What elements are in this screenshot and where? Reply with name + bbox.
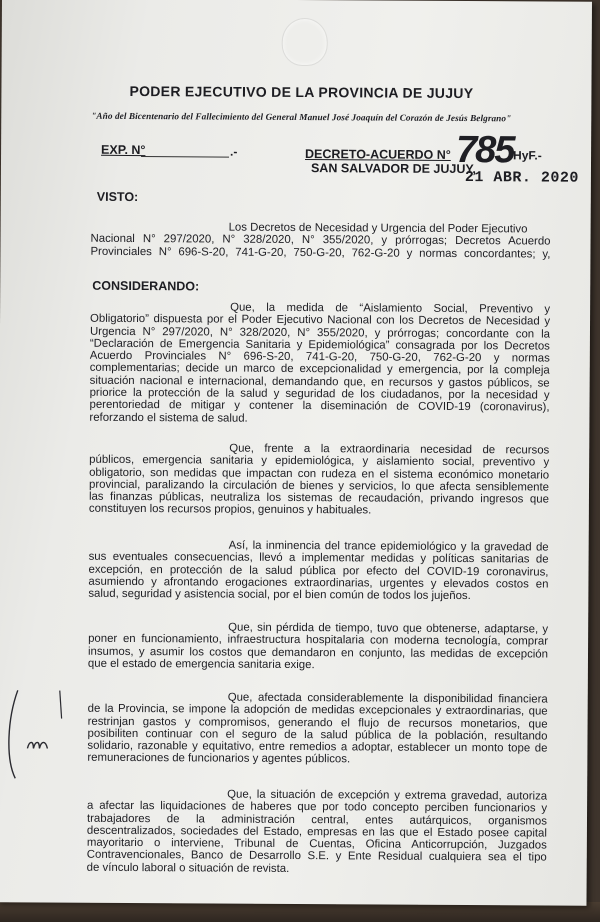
paragraph-line: Que, afectada considerablemente la disponibilidad financiera bbox=[227, 691, 548, 706]
paragraph-line: Que, la medida de “Aislamiento Social, Preventivo y bbox=[230, 301, 551, 316]
paragraph-line: posibiliten continuar con el seguro de la salud pública de la población, resultando bbox=[87, 727, 548, 743]
paragraph-line: perentoriedad de mitigar y contener la diseminación de COVID-19 (coronavirus), bbox=[89, 399, 550, 414]
paragraph-line: reforzando el sistema de salud. bbox=[89, 411, 248, 425]
paragraph-line: Nacional N° 297/2020, N° 328/2020, N° 355/2020, y prórrogas; Decretos Acuerdo bbox=[90, 233, 551, 248]
considerando-paragraph-4 bbox=[88, 621, 548, 673]
paragraph-line: asumiendo y afrontando erogaciones extraordinarias, urgentes y elevados costos en bbox=[88, 575, 549, 591]
exp-suffix: .- bbox=[230, 144, 238, 159]
paragraph-line: Provinciales N° 696-S-20, 741-G-20, 750-G-20, 762-G-20 y normas concordantes; y, bbox=[90, 245, 551, 261]
paragraph-line: descentralizados, sociedades del Estado, empresas en las que el Estado posee capital bbox=[86, 824, 547, 840]
paragraph-line: sus eventuales consecuencias, llevó a implementar medidas y políticas sanitarias de bbox=[88, 551, 549, 566]
paragraph-line: Así, la inminencia del trance epidemiológico y la gravedad de bbox=[228, 539, 549, 554]
paragraph-line: constituyen los recursos propios, genuinos y habituales. bbox=[88, 503, 372, 517]
decreto-number: 785 bbox=[455, 128, 514, 172]
paragraph-line: complementarias; decide un marco de excepcionalidad y emergencia, por la compleja bbox=[89, 362, 550, 378]
visto-heading: VISTO: bbox=[96, 189, 139, 205]
government-title: PODER EJECUTIVO DE LA PROVINCIA DE JUJUY bbox=[129, 82, 474, 102]
considerando-paragraph-1 bbox=[89, 301, 550, 427]
paragraph-line: solidario, razonable y equitativo, entre remedios a adoptar, establecer un monto tope de bbox=[87, 739, 548, 755]
paragraph-line: que el estado de emergencia sanitaria exige. bbox=[87, 657, 315, 672]
visto-paragraph bbox=[90, 221, 550, 261]
paragraph-line: “Declaración de Emergencia Sanitaria y Epidemiológica” consagrada por los Decretos bbox=[89, 337, 550, 353]
paragraph-line: salud, seguridad y asistencia social, por el bien común de todos los jujeños. bbox=[88, 587, 471, 603]
considerando-paragraph-3 bbox=[88, 539, 548, 603]
considerando-paragraph-6 bbox=[87, 788, 548, 877]
paragraph-line: las finanzas públicas, neutraliza los sistemas de recaudación, privando ingresos que bbox=[88, 490, 549, 506]
embossed-seal-icon bbox=[282, 18, 328, 66]
paragraph-line: Los Decretos de Necesidad y Urgencia del Poder Ejecutivo bbox=[228, 221, 528, 236]
decreto-suffix: HyF.- bbox=[513, 148, 542, 163]
paragraph-line: Que, sin pérdida de tiempo, tuvo que obtenerse, adaptarse, y bbox=[228, 621, 549, 636]
paragraph-line: de la Provincia, se impone la adopción de medidas excepcionales y extraordinarias, que bbox=[87, 703, 548, 718]
paragraph-line: provincial, paralizando la circulación de bienes y servicios, lo que afecta sensiblemente bbox=[88, 478, 550, 494]
considerando-heading: CONSIDERANDO: bbox=[92, 278, 200, 294]
paragraph-line: Obligatorio” dispuesta por el Poder Ejecutivo Nacional con los Decretos de Necesidad y bbox=[90, 313, 551, 328]
paragraph-line: priorice la protección de la salud y seguridad de los ciudadanos, por la necesidad y bbox=[89, 386, 550, 402]
paragraph-line: remuneraciones de funcionarios y agentes públicos. bbox=[87, 752, 351, 766]
year-motto: "Año del Bicentenario del Fallecimiento del General Manuel José Joaquín del Corazón de Jesús Belgrano" bbox=[91, 110, 512, 124]
paragraph-line: de vínculo laboral o situación de revista. bbox=[86, 861, 290, 875]
place: SAN SALVADOR DE JUJUY, bbox=[310, 161, 476, 177]
paragraph-line: poner en funcionamiento, infraestructura hospitalaria con moderna tecnología, comprar bbox=[88, 633, 549, 648]
paragraph-line: Acuerdo Provinciales N° 696-S-20, 741-G-20, 750-G-20, 762-G-20 y normas bbox=[89, 349, 550, 365]
exp-label: EXP. N° bbox=[101, 142, 146, 158]
paragraph-line: Urgencia N° 297/2020, N° 328/2020, N° 355/2020, y prórrogas; concordante con la bbox=[89, 325, 551, 341]
paragraph-line: situación nacional e internacional, demandando que, en recursos y gastos públicos, se bbox=[89, 374, 550, 390]
handwritten-initials-icon bbox=[0, 678, 78, 788]
paragraph-line: públicos, emergencia sanitaria y epidemiológica, y aislamiento social, preventivo y bbox=[89, 454, 550, 469]
paragraph-line: a afectar las liquidaciones de haberes que por todo concepto perciben funcionarios y bbox=[87, 800, 548, 815]
paragraph-line: trabajadores de la administración central, entes autárquicos, organismos bbox=[86, 812, 548, 828]
considerando-paragraph-5 bbox=[87, 691, 547, 768]
paragraph-line: mayoritario o interviene, Tribunal de Cuentas, Oficina Anticorrupción, Juzgados bbox=[86, 836, 547, 852]
considerando-paragraph-2 bbox=[89, 442, 549, 519]
paragraph-line: obligatorio, son medidas que impactan con rudeza en el sistema económico monetario bbox=[89, 466, 550, 482]
paragraph-line: Que, la situación de excepción y extrema gravedad, autoriza bbox=[227, 788, 548, 803]
paragraph-line: restrinjan gastos y compromisos, generando el flujo de recursos monetarios, que bbox=[87, 715, 548, 731]
paragraph-line: excepción, en protección de la salud pública por efecto del COVID-19 coronavirus, bbox=[88, 563, 549, 579]
paragraph-line: Contravencionales, Banco de Desarrollo S.E. y Ente Residual cualquiera sea el tipo bbox=[86, 849, 547, 865]
exp-blank-line bbox=[141, 156, 229, 158]
date-stamp: 21 ABR. 2020 bbox=[464, 169, 579, 187]
decreto-label: DECRETO-ACUERDO N° bbox=[305, 147, 451, 162]
paragraph-line: insumos, y asumir los costos que demandaron en conjunto, las medidas de excepción bbox=[87, 645, 549, 661]
paragraph-line: Que, frente a la extraordinaria necesidad de recursos bbox=[229, 442, 550, 457]
